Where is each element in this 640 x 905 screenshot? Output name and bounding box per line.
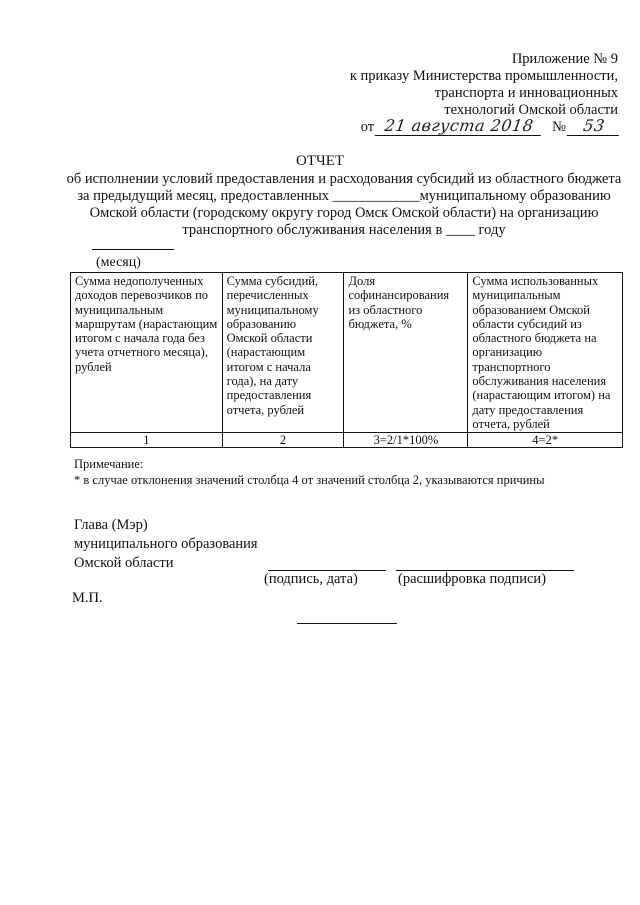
table-number-cell: 1 bbox=[71, 433, 223, 448]
order-from-label: от bbox=[360, 119, 375, 135]
report-description: об исполнении условий предоставления и расходования субсидий из областного бюджета за предыдущий месяц, предоставленных ____________муниципальному образованию Омской области (городскому округу город Омск Омской области) на организацию транспортного обслуживания населения в ____ году bbox=[66, 171, 622, 238]
order-number-label: № bbox=[552, 119, 566, 135]
annex-line-4: технологий Омской области bbox=[444, 102, 618, 118]
table-header-cell: Сумма использованных муниципальным образованием Омской области субсидий из областного бюджета на организацию транспортного обслуживания населения (нарастающим итогом) на дату предоставления отчета, рублей bbox=[468, 273, 623, 433]
report-title: ОТЧЕТ bbox=[295, 153, 345, 169]
signature-block bbox=[74, 516, 258, 573]
table-header-cell: Сумма субсидий, перечисленных муниципальному образованию Омской области (нарастающим итогом с начала года), на дату предоставления отчета, рублей bbox=[222, 273, 344, 433]
order-date-number bbox=[361, 117, 620, 136]
signature-line-2: муниципального образования bbox=[74, 536, 258, 552]
note-text: * в случае отклонения значений столбца 4 от значений столбца 2, указываются причины bbox=[74, 473, 545, 487]
table-number-cell: 2 bbox=[222, 433, 344, 448]
closing-line bbox=[297, 623, 397, 624]
annex-block bbox=[278, 51, 618, 119]
order-number-handwritten: 53 bbox=[567, 117, 622, 136]
table-number-cell: 4=2* bbox=[468, 433, 623, 448]
signature-line-3: Омской области bbox=[74, 555, 174, 571]
table-header-cell: Сумма недополученных доходов перевозчиков по муниципальным маршрутам (нарастающим итогом с начала года без учета отчетного месяца), рублей bbox=[71, 273, 223, 433]
table-number-row bbox=[71, 433, 623, 448]
table-header-row bbox=[71, 273, 623, 433]
table-number-cell: 3=2/1*100% bbox=[344, 433, 468, 448]
month-label: (месяц) bbox=[96, 255, 141, 270]
decode-caption: (расшифровка подписи) bbox=[398, 571, 547, 587]
sign-caption: (подпись, дата) bbox=[264, 571, 358, 587]
annex-line-1: Приложение № 9 bbox=[511, 51, 618, 67]
signature-line-1: Глава (Мэр) bbox=[74, 517, 148, 533]
note-label: Примечание: bbox=[74, 457, 144, 471]
order-date-handwritten: 21 августа 2018 bbox=[375, 117, 544, 136]
stamp-label: М.П. bbox=[72, 590, 103, 606]
table-header-cell: Доля софинансирования из областного бюджета, % bbox=[344, 273, 468, 433]
annex-line-3: транспорта и инновационных bbox=[434, 85, 618, 101]
annex-line-2: к приказу Министерства промышленности, bbox=[349, 68, 618, 84]
month-blank-line bbox=[92, 249, 174, 250]
report-table bbox=[70, 272, 623, 448]
